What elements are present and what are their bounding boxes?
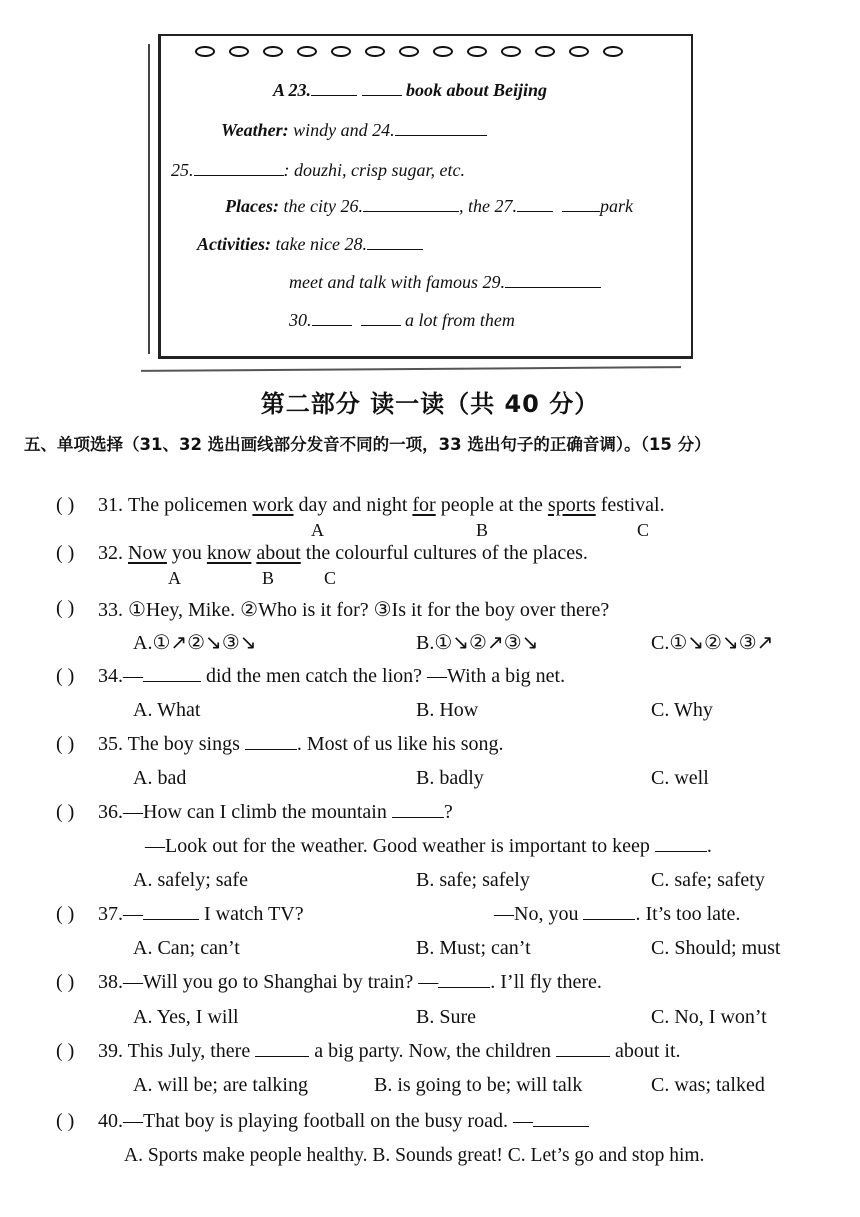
q35-pre: 35. The boy sings [98,733,245,755]
answer-paren-35[interactable]: ( ) [56,733,75,755]
line-30 [289,310,515,331]
ring-icon [433,46,453,57]
q31-label-a: A [311,520,324,540]
section-instructions: 五、单项选择（31、32 选出画线部分发音不同的一项，33 选出句子的正确音调）。（15 分） [24,435,711,454]
question-36 [98,801,453,824]
q34-post: did the men catch the lion? —With a big net. [201,665,566,687]
places-mid: , the 27. [458,196,517,216]
question-31 [98,494,665,517]
q31-word-a: work [252,494,294,516]
q39-option-a[interactable]: A. will be; are talking [133,1074,308,1096]
q37-option-a[interactable]: A. Can; can’t [133,937,240,959]
q34-pre: 34.— [98,665,143,687]
weather-label: Weather: [221,120,289,140]
q37-reply-post: . It’s too late. [635,903,741,925]
places-end: park [599,196,633,216]
q40-pre: 40.—That boy is playing football on the busy road. — [98,1110,533,1132]
q38-option-b[interactable]: B. Sure [416,1006,476,1028]
line30-text: a lot from them [405,310,515,330]
answer-paren-37[interactable]: ( ) [56,903,75,925]
q32-label-c: C [324,568,337,588]
ring-icon [297,46,317,57]
ring-icon [331,46,351,57]
q38-pre: 38.—Will you go to Shanghai by train? — [98,971,439,993]
q36-pre: 36.—How can I climb the mountain [98,801,392,823]
question-39 [98,1040,681,1063]
q32-word-a: Now [128,542,167,564]
food-text: : douzhi, crisp sugar, etc. [283,160,465,180]
q39-option-b[interactable]: B. is going to be; will talk [374,1074,583,1096]
q37-reply-pre: —No, you [494,903,584,925]
q36-blank-1[interactable] [392,803,444,818]
meet-text: meet and talk with famous 29. [289,272,505,292]
blank-23a[interactable] [311,81,357,96]
places-text: the city 26. [283,196,363,216]
q34-blank[interactable] [143,667,201,682]
q32-post: the colourful cultures of the places. [300,542,588,564]
notepad-card [158,34,693,359]
answer-paren-31[interactable]: ( ) [56,494,75,516]
q32-word-c: about [256,542,301,564]
answer-paren-40[interactable]: ( ) [56,1110,75,1132]
blank-30a[interactable] [312,311,352,326]
q35-blank[interactable] [245,735,297,750]
q36-option-c[interactable]: C. safe; safety [651,869,765,891]
q35-option-c[interactable]: C. well [651,767,709,789]
ring-icon [229,46,249,57]
q31-num: 31. [98,494,123,516]
q40-options[interactable]: A. Sports make people healthy. B. Sounds great! C. Let’s go and stop him. [124,1145,705,1166]
q31-mid2: people at the [435,494,548,516]
q38-post: . I’ll fly there. [490,971,602,993]
answer-paren-39[interactable]: ( ) [56,1040,75,1062]
q38-blank[interactable] [438,973,490,988]
q36-option-a[interactable]: A. safely; safe [133,869,248,891]
activities-text: take nice 28. [275,234,367,254]
q33-option-a[interactable]: A.①↗②↘③↘ [133,632,257,654]
question-32 [98,542,588,565]
card-title [273,80,547,101]
q35-post: . Most of us like his song. [296,733,504,755]
q31-label-c: C [637,520,650,540]
q36-option-b[interactable]: B. safe; safely [416,869,530,891]
places-label: Places: [225,196,279,216]
blank-24[interactable] [395,121,487,136]
blank-27b[interactable] [562,197,600,212]
blank-27a[interactable] [517,197,553,212]
ring-icon [603,46,623,57]
question-37-reply [494,903,740,926]
q37-blank-2[interactable] [583,905,635,920]
question-36-reply [145,835,712,858]
blank-28[interactable] [367,235,423,250]
q38-option-a[interactable]: A. Yes, I will [133,1006,239,1028]
q35-option-b[interactable]: B. badly [416,767,484,789]
weather-text: windy and 24. [293,120,395,140]
q32-mid1: you [166,542,207,564]
ring-icon [263,46,283,57]
question-38 [98,971,602,994]
q40-blank[interactable] [533,1112,589,1127]
food-line [171,160,465,181]
q36-post: ? [443,801,453,823]
food-num: 25. [171,160,194,180]
q31-word-c: sports [547,494,596,516]
section-title: 第二部分 读一读（共 40 分） [260,390,600,418]
q38-option-c[interactable]: C. No, I won’t [651,1006,767,1028]
q34-option-a[interactable]: A. What [133,699,201,721]
spiral-binding [195,46,623,57]
meet-line [289,272,601,293]
ring-icon [195,46,215,57]
ring-icon [501,46,521,57]
q39-blank-2[interactable] [556,1042,610,1057]
question-37 [98,903,304,926]
q32-word-b: know [206,542,252,564]
q37-post: I watch TV? [199,903,304,925]
q37-blank-1[interactable] [143,905,199,920]
ring-icon [569,46,589,57]
q37-option-c[interactable]: C. Should; must [651,937,781,959]
answer-paren-32[interactable]: ( ) [56,542,75,564]
q31-pre: The policemen [128,494,253,516]
blank-26[interactable] [363,197,459,212]
q36-line2-post: . [706,835,712,857]
q36-blank-2[interactable] [655,837,707,852]
q39-mid: a big party. Now, the children [309,1040,556,1062]
q39-pre: 39. This July, there [98,1040,256,1062]
answer-paren-34[interactable]: ( ) [56,665,75,687]
q33-option-b[interactable]: B.①↘②↗③↘ [416,632,539,654]
q31-mid1: day and night [293,494,413,516]
q36-line2-pre: —Look out for the weather. Good weather is important to keep [145,835,655,857]
places-line [225,196,633,217]
weather-line [221,120,487,141]
answer-paren-33[interactable]: ( ) [56,597,75,619]
q34-option-c[interactable]: C. Why [651,699,713,721]
q39-blank-1[interactable] [255,1042,309,1057]
ring-icon [399,46,419,57]
q39-post: about it. [610,1040,681,1062]
blank-23b[interactable] [362,81,402,96]
question-40 [98,1110,589,1133]
q33-option-c[interactable]: C.①↘②↘③↗ [651,632,774,654]
ring-icon [467,46,487,57]
line30-num: 30. [289,310,312,330]
ring-icon [365,46,385,57]
activities-line [197,234,423,255]
answer-paren-38[interactable]: ( ) [56,971,75,993]
q31-label-b: B [476,520,489,540]
activities-label: Activities: [197,234,271,254]
blank-29[interactable] [505,273,601,288]
q32-label-a: A [168,568,181,588]
q39-option-c[interactable]: C. was; talked [651,1074,765,1096]
blank-25[interactable] [194,161,284,176]
q32-num: 32. [98,542,123,564]
blank-30b[interactable] [361,311,401,326]
q34-option-b[interactable]: B. How [416,699,479,721]
q35-option-a[interactable]: A. bad [133,767,187,789]
question-34 [98,665,565,688]
q31-post: festival. [595,494,665,516]
q37-option-b[interactable]: B. Must; can’t [416,937,531,959]
answer-paren-36[interactable]: ( ) [56,801,75,823]
q32-label-b: B [262,568,275,588]
question-33: 33. ①Hey, Mike. ②Who is it for? ③Is it for the boy over there? [98,599,610,621]
q37-pre: 37.— [98,903,143,925]
q31-word-b: for [412,494,436,516]
card-title-post: book about Beijing [406,80,548,100]
ring-icon [535,46,555,57]
card-title-pre: A 23. [273,80,312,100]
question-35 [98,733,504,756]
